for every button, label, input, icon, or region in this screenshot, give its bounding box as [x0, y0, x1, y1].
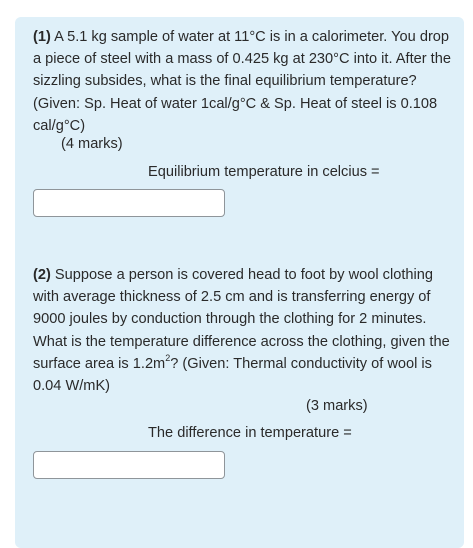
question-2-body-end: ? (Given: Thermal conductivity of wool is 0.04 W/mK)	[33, 355, 432, 395]
question-1-text	[33, 26, 453, 137]
question-2-number: (2)	[33, 267, 51, 283]
question-2-marks: (3 marks)	[306, 398, 368, 414]
question-2-body: Suppose a person is covered head to foot by wool clothing with average thickness of 2.5 cm and is transferring energy of 9000 joules by conduction through the clothing for 2 minutes. What is the temperature difference across the clothing, given the surface area is 1.2m	[33, 267, 450, 372]
question-1-marks: (4 marks)	[61, 136, 123, 152]
question-1-answer-label: Equilibrium temperature in celcius =	[148, 164, 380, 180]
question-1-answer-input[interactable]	[33, 189, 225, 217]
question-2-superscript: 2	[165, 352, 171, 363]
question-2-text	[33, 264, 453, 397]
question-2-answer-label: The difference in temperature =	[148, 425, 352, 441]
question-1-number: (1)	[33, 29, 51, 45]
question-2-answer-input[interactable]	[33, 451, 225, 479]
question-1-body: A 5.1 kg sample of water at 11°C is in a calorimeter. You drop a piece of steel with a mass of 0.425 kg at 230°C into it. After the sizzling subsides, what is the final equilibrium temperature? (Given: Sp. Heat of water 1cal/g°C & Sp. Heat of steel is 0.108 cal/g°C)	[33, 29, 451, 134]
